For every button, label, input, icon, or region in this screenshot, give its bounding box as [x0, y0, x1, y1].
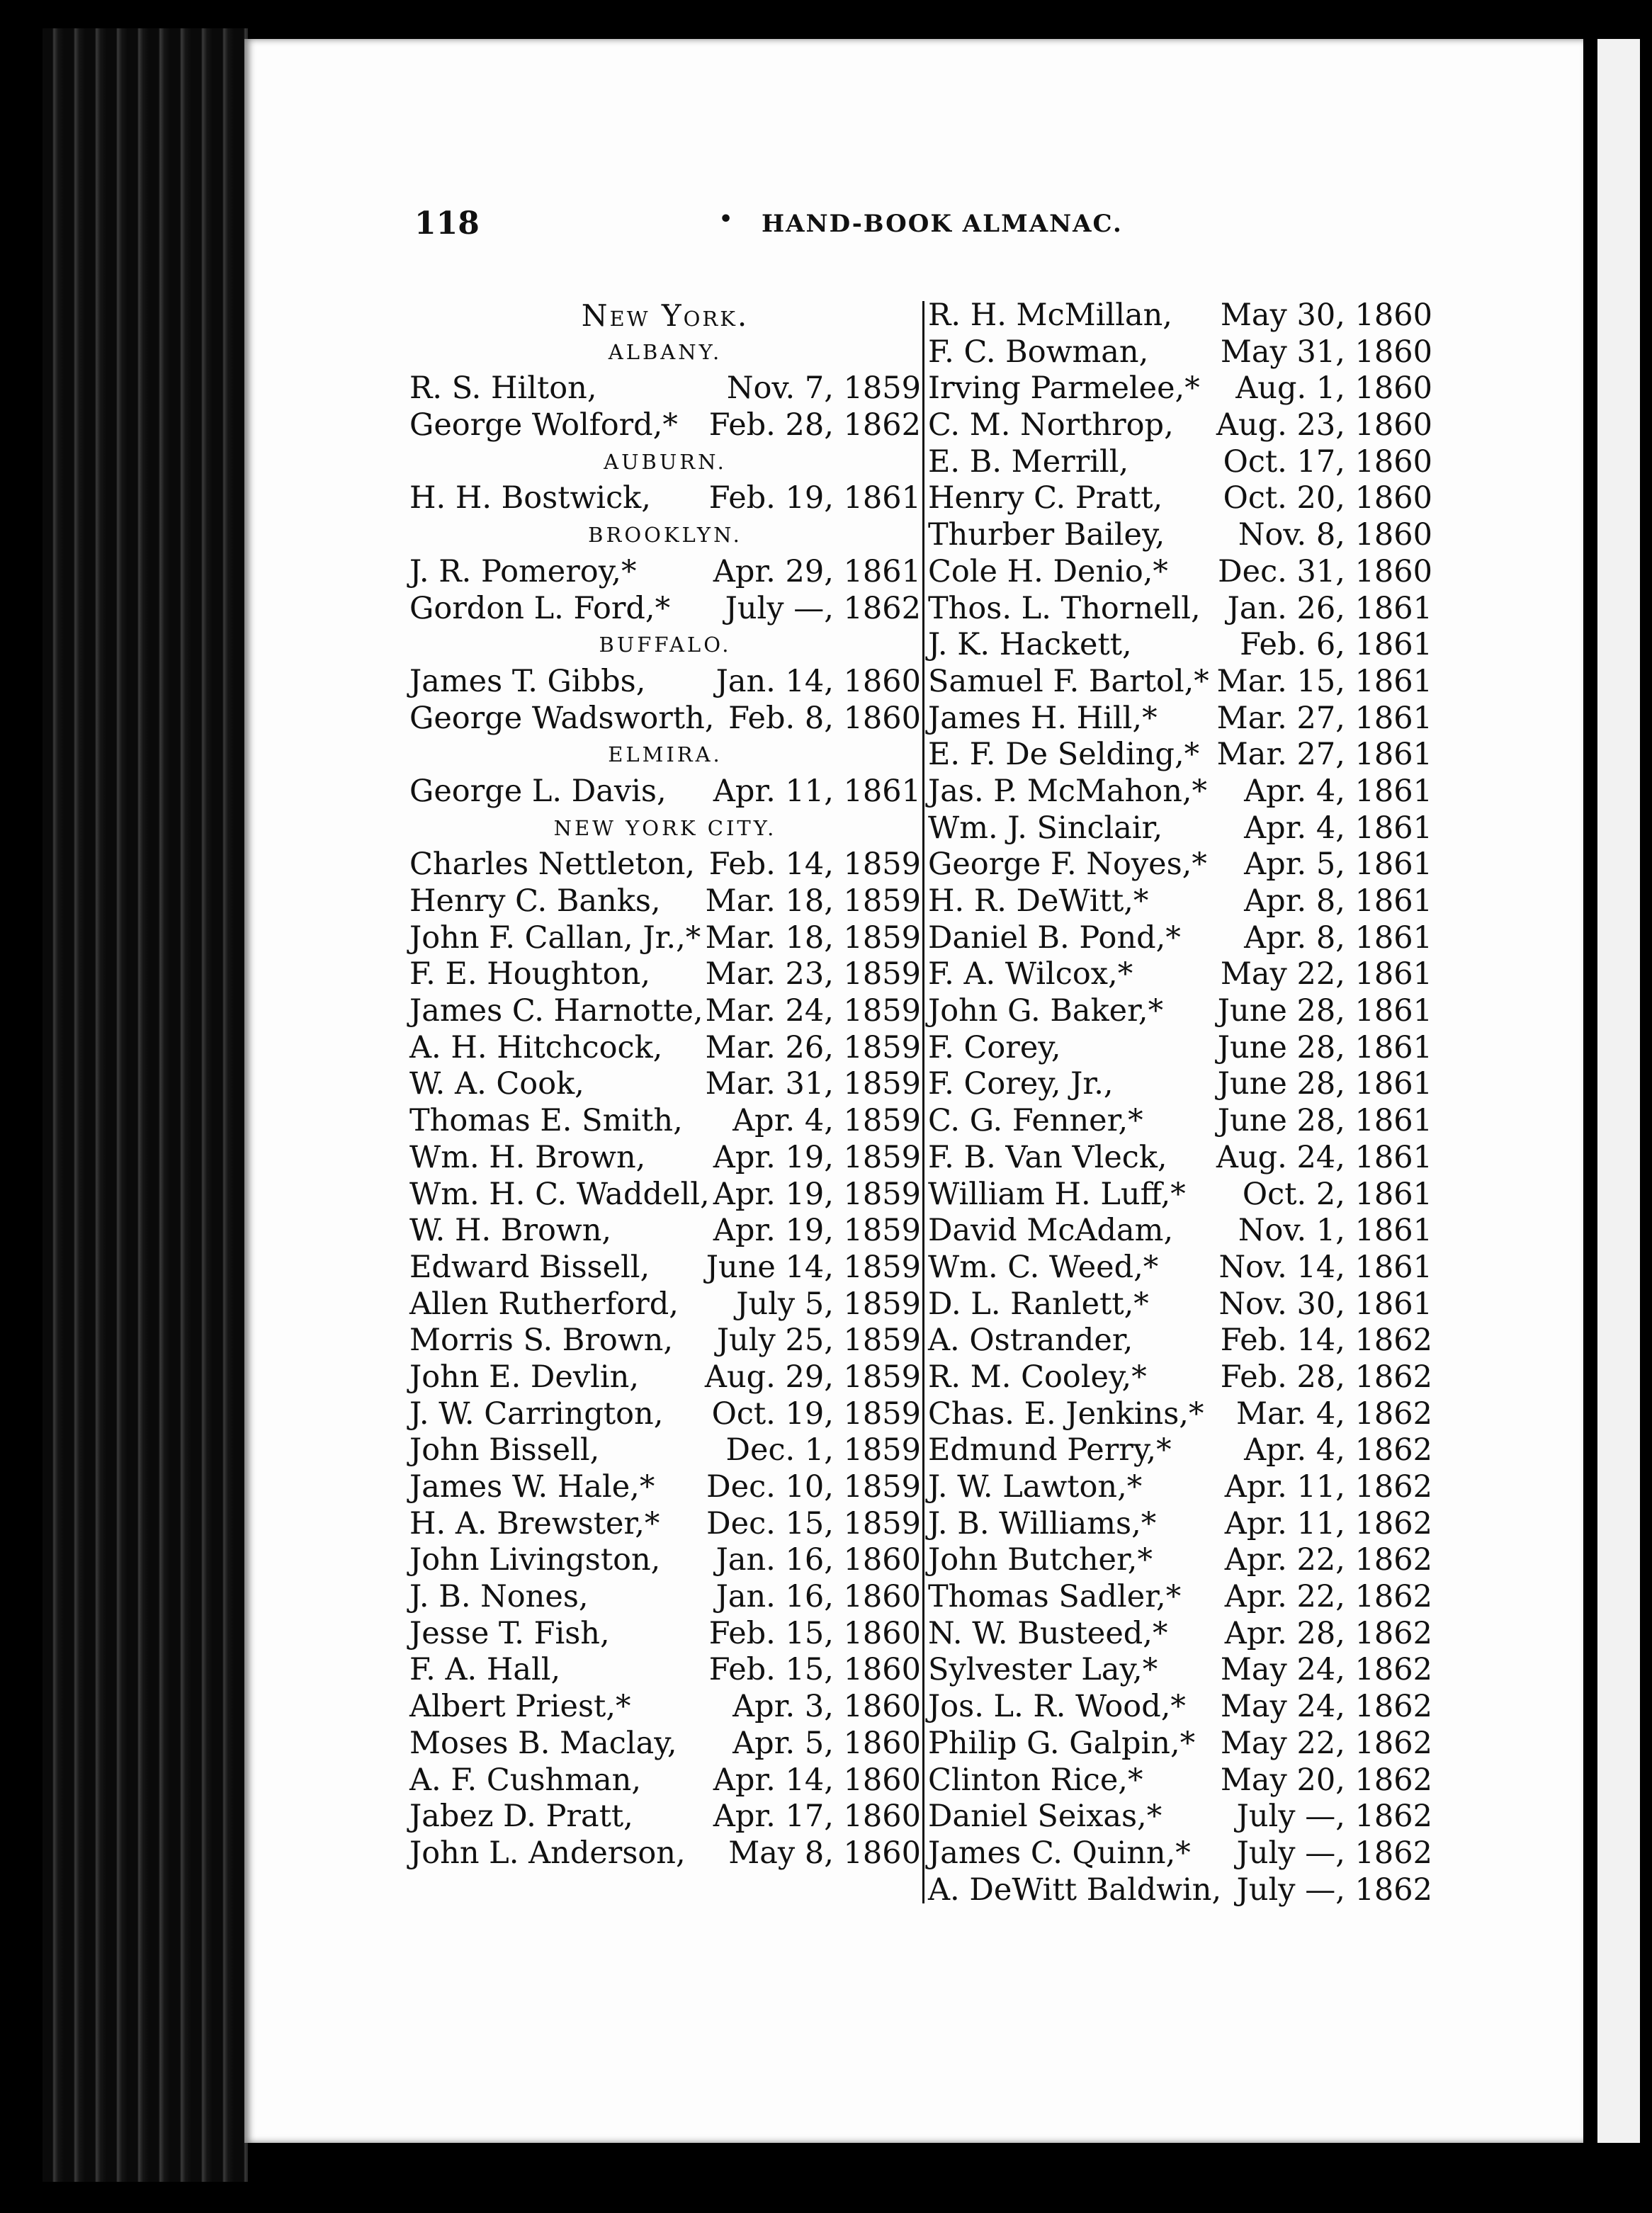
entry-name: J. B. Nones,	[409, 1579, 589, 1615]
entry-date: Mar. 23, 1859	[705, 956, 921, 992]
list-item	[928, 627, 1432, 664]
entry-name: Jabez D. Pratt,	[409, 1799, 633, 1835]
list-item	[409, 1213, 921, 1250]
entry-name: Edward Bissell,	[409, 1249, 650, 1285]
entry-name: R. M. Cooley,*	[928, 1359, 1147, 1395]
list-item	[928, 1616, 1432, 1653]
entry-date: Feb. 14, 1859	[708, 847, 921, 883]
list-item	[409, 1469, 921, 1506]
entry-name: Gordon L. Ford,*	[409, 590, 671, 626]
albany-list	[409, 370, 921, 443]
list-item	[409, 1579, 921, 1616]
list-item	[928, 1542, 1432, 1579]
entry-date: Apr. 28, 1862	[1224, 1615, 1432, 1651]
entry-date: Apr. 3, 1860	[732, 1689, 921, 1725]
page-number: 118	[414, 205, 480, 242]
entry-name: James T. Gibbs,	[409, 663, 646, 699]
entry-name: Thomas E. Smith,	[409, 1103, 683, 1139]
entry-date: Mar. 4, 1862	[1236, 1396, 1432, 1432]
city-heading-buffalo: BUFFALO.	[599, 633, 732, 657]
list-item	[409, 701, 921, 737]
list-item	[409, 664, 921, 701]
entry-name: A. DeWitt Baldwin,	[928, 1872, 1222, 1908]
entry-date: May 22, 1862	[1220, 1725, 1432, 1761]
list-item	[409, 1689, 921, 1726]
entry-name: C. M. Northrop,	[928, 407, 1174, 443]
entry-date: May 24, 1862	[1220, 1689, 1432, 1725]
list-item	[409, 1030, 921, 1067]
list-item	[928, 993, 1432, 1030]
entry-name: A. F. Cushman,	[409, 1762, 641, 1798]
entry-date: Dec. 31, 1860	[1218, 553, 1432, 589]
entry-date: Oct. 19, 1859	[711, 1396, 921, 1432]
entry-date: Aug. 24, 1861	[1216, 1139, 1432, 1175]
list-item	[409, 1835, 921, 1872]
entry-name: F. B. Van Vleck,	[928, 1139, 1167, 1175]
entry-date: Apr. 11, 1862	[1224, 1505, 1432, 1541]
city-heading-elmira: ELMIRA.	[608, 742, 723, 767]
entry-date: Feb. 19, 1861	[708, 480, 921, 516]
list-item	[928, 1469, 1432, 1506]
list-item	[928, 1432, 1432, 1469]
entry-date: July —, 1862	[1236, 1835, 1432, 1871]
entry-name: J. W. Carrington,	[409, 1396, 664, 1432]
list-item	[928, 1726, 1432, 1762]
list-item	[409, 920, 921, 957]
entry-date: Jan. 26, 1861	[1227, 590, 1432, 626]
entry-name: James W. Hale,*	[409, 1469, 655, 1505]
entry-date: Apr. 19, 1859	[713, 1139, 921, 1175]
entry-name: Jas. P. McMahon,*	[928, 773, 1208, 809]
entry-date: Apr. 19, 1859	[713, 1176, 921, 1212]
entry-date: Nov. 14, 1861	[1218, 1249, 1432, 1285]
entry-date: Nov. 8, 1860	[1238, 517, 1432, 553]
list-item	[928, 1872, 1432, 1909]
entry-date: Apr. 8, 1861	[1244, 919, 1432, 956]
entry-name: Thomas Sadler,*	[928, 1579, 1182, 1615]
entry-name: Thurber Bailey,	[928, 517, 1165, 553]
entry-date: Nov. 7, 1859	[726, 370, 921, 407]
entry-date: May 20, 1862	[1220, 1762, 1432, 1798]
list-item	[928, 370, 1432, 407]
entry-name: Moses B. Maclay,	[409, 1725, 677, 1761]
entry-date: Feb. 28, 1862	[708, 407, 921, 443]
entry-name: Wm. H. C. Waddell,	[409, 1176, 710, 1212]
entry-name: N. W. Busteed,*	[928, 1615, 1168, 1651]
entry-name: Daniel Seixas,*	[928, 1799, 1162, 1835]
entry-date: Oct. 2, 1861	[1242, 1176, 1432, 1212]
entry-name: Irving Parmelee,*	[928, 370, 1200, 407]
list-item	[928, 1652, 1432, 1689]
entry-date: Dec. 10, 1859	[706, 1469, 921, 1505]
entry-date: Apr. 5, 1861	[1244, 847, 1432, 883]
entry-name: George Wolford,*	[409, 407, 678, 443]
entry-name: George L. Davis,	[409, 773, 667, 809]
list-item	[409, 1616, 921, 1653]
entry-name: Henry C. Pratt,	[928, 480, 1163, 516]
city-heading-albany: ALBANY.	[608, 339, 723, 364]
entry-name: F. Corey,	[928, 1029, 1061, 1065]
list-item	[928, 847, 1432, 883]
brooklyn-list	[409, 554, 921, 627]
entry-date: Feb. 28, 1862	[1220, 1359, 1432, 1395]
entry-date: Aug. 29, 1859	[704, 1359, 921, 1395]
entry-name: Charles Nettleton,	[409, 847, 696, 883]
entry-date: Jan. 16, 1860	[715, 1579, 921, 1615]
entry-date: May 22, 1861	[1220, 956, 1432, 992]
list-item	[409, 956, 921, 993]
list-item	[928, 298, 1432, 334]
entry-date: Feb. 15, 1860	[708, 1615, 921, 1651]
entry-date: Apr. 29, 1861	[713, 553, 921, 589]
list-item	[928, 1066, 1432, 1103]
entry-name: Cole H. Denio,*	[928, 553, 1168, 589]
list-item	[928, 517, 1432, 554]
entry-name: Jos. L. R. Wood,*	[928, 1689, 1186, 1725]
list-item	[409, 1103, 921, 1140]
list-item	[928, 1250, 1432, 1286]
city-heading-auburn: AUBURN.	[604, 449, 727, 474]
list-item	[928, 883, 1432, 920]
entry-date: Apr. 8, 1861	[1244, 883, 1432, 919]
list-item	[409, 554, 921, 591]
entry-date: Jan. 16, 1860	[715, 1542, 921, 1578]
entry-date: Dec. 15, 1859	[706, 1505, 921, 1541]
entry-date: Nov. 30, 1861	[1218, 1286, 1432, 1322]
entry-name: George F. Noyes,*	[928, 847, 1207, 883]
list-item	[409, 993, 921, 1030]
list-item	[409, 1140, 921, 1177]
entry-name: F. Corey, Jr.,	[928, 1066, 1114, 1102]
entry-date: Apr. 11, 1861	[713, 773, 921, 809]
auburn-list	[409, 480, 921, 517]
list-item	[928, 1030, 1432, 1067]
list-item	[928, 444, 1432, 481]
entry-date: Apr. 4, 1859	[732, 1103, 921, 1139]
list-item	[928, 1689, 1432, 1726]
entry-name: H. H. Bostwick,	[409, 480, 651, 516]
list-item	[928, 1359, 1432, 1396]
list-item	[409, 1726, 921, 1762]
entry-name: F. A. Hall,	[409, 1652, 561, 1688]
entry-name: H. R. DeWitt,*	[928, 883, 1149, 919]
entry-name: E. B. Merrill,	[928, 443, 1129, 480]
entry-name: Philip G. Galpin,*	[928, 1725, 1196, 1761]
list-item	[409, 1762, 921, 1799]
list-item	[928, 664, 1432, 701]
city-heading-new-york-city: NEW YORK CITY.	[553, 815, 777, 840]
entry-name: George Wadsworth,	[409, 700, 715, 736]
list-item	[928, 1286, 1432, 1323]
list-item	[928, 1396, 1432, 1433]
entry-name: W. H. Brown,	[409, 1213, 612, 1249]
entry-date: June 28, 1861	[1217, 1066, 1432, 1102]
entry-date: Feb. 14, 1862	[1220, 1323, 1432, 1359]
entry-date: Apr. 4, 1862	[1244, 1432, 1432, 1468]
list-item	[928, 1323, 1432, 1359]
entry-name: John E. Devlin,	[409, 1359, 639, 1395]
entry-name: F. A. Wilcox,*	[928, 956, 1133, 992]
book-page-edges	[43, 28, 248, 2182]
elmira-list	[409, 774, 921, 810]
list-item	[409, 774, 921, 810]
list-item	[928, 407, 1432, 444]
entry-name: Sylvester Lay,*	[928, 1652, 1158, 1688]
entry-name: John Bissell,	[409, 1432, 600, 1468]
entry-name: R. S. Hilton,	[409, 370, 597, 407]
entry-date: Apr. 17, 1860	[713, 1799, 921, 1835]
list-item	[928, 554, 1432, 591]
list-item	[928, 1835, 1432, 1872]
list-item	[409, 1542, 921, 1579]
entry-date: Mar. 27, 1861	[1216, 737, 1432, 773]
entry-name: David McAdam,	[928, 1213, 1174, 1249]
entry-name: John L. Anderson,	[409, 1835, 686, 1871]
entry-name: C. G. Fenner,*	[928, 1103, 1143, 1139]
entry-name: H. A. Brewster,*	[409, 1505, 660, 1541]
entry-name: James C. Quinn,*	[928, 1835, 1191, 1871]
entry-name: A. Ostrander,	[928, 1323, 1133, 1359]
entry-name: W. A. Cook,	[409, 1066, 584, 1102]
entry-date: Aug. 1, 1860	[1235, 370, 1432, 407]
right-column-list	[928, 298, 1432, 1908]
entry-name: Edmund Perry,*	[928, 1432, 1172, 1468]
list-item	[928, 1213, 1432, 1250]
entry-date: Apr. 22, 1862	[1224, 1542, 1432, 1578]
entry-name: F. C. Bowman,	[928, 334, 1149, 370]
entry-date: May 30, 1860	[1220, 298, 1432, 333]
list-item	[409, 1250, 921, 1286]
entry-date: Mar. 15, 1861	[1216, 663, 1432, 699]
list-item	[928, 1140, 1432, 1177]
entry-date: June 28, 1861	[1217, 993, 1432, 1029]
entry-name: James H. Hill,*	[928, 700, 1158, 736]
entry-date: Oct. 20, 1860	[1223, 480, 1432, 516]
list-item	[928, 737, 1432, 774]
entry-name: John G. Baker,*	[928, 993, 1164, 1029]
entry-date: Mar. 26, 1859	[705, 1029, 921, 1065]
entry-name: Wm. H. Brown,	[409, 1139, 646, 1175]
entry-name: Henry C. Banks,	[409, 883, 661, 919]
list-item	[409, 591, 921, 628]
entry-date: Apr. 11, 1862	[1224, 1469, 1432, 1505]
entry-date: Mar. 18, 1859	[705, 883, 921, 919]
entry-name: John Livingston,	[409, 1542, 661, 1578]
entry-name: John Butcher,*	[928, 1542, 1153, 1578]
list-item	[928, 810, 1432, 847]
entry-date: Apr. 19, 1859	[713, 1213, 921, 1249]
list-item	[409, 1396, 921, 1433]
list-item	[928, 1177, 1432, 1213]
entry-date: Apr. 5, 1860	[732, 1725, 921, 1761]
list-item	[928, 1506, 1432, 1543]
list-item	[928, 920, 1432, 957]
entry-date: May 31, 1860	[1220, 334, 1432, 370]
entry-date: Oct. 17, 1860	[1223, 443, 1432, 480]
list-item	[409, 407, 921, 444]
entry-date: July —, 1862	[725, 590, 921, 626]
list-item	[928, 334, 1432, 371]
list-item	[409, 1323, 921, 1359]
list-item	[409, 1177, 921, 1213]
list-item	[409, 847, 921, 883]
new-york-city-list	[409, 847, 921, 1872]
entry-date: Mar. 24, 1859	[705, 993, 921, 1029]
entry-date: Mar. 18, 1859	[705, 919, 921, 956]
entry-name: Clinton Rice,*	[928, 1762, 1143, 1798]
entry-name: Samuel F. Bartol,*	[928, 663, 1209, 699]
entry-name: James C. Harnotte,	[409, 993, 703, 1029]
entry-date: Feb. 15, 1860	[708, 1652, 921, 1688]
list-item	[409, 1359, 921, 1396]
entry-name: Jesse T. Fish,	[409, 1615, 610, 1651]
entry-date: May 8, 1860	[728, 1835, 921, 1871]
entry-date: July —, 1862	[1236, 1799, 1432, 1835]
entry-name: R. H. McMillan,	[928, 298, 1172, 333]
list-item	[928, 1579, 1432, 1616]
entry-name: F. E. Houghton,	[409, 956, 651, 992]
list-item	[409, 1286, 921, 1323]
list-item	[409, 480, 921, 517]
entry-date: Feb. 6, 1861	[1240, 627, 1432, 663]
running-title: • HAND-BOOK ALMANAC.	[762, 210, 1123, 238]
entry-date: July 5, 1859	[736, 1286, 921, 1322]
entry-name: Wm. J. Sinclair,	[928, 810, 1163, 846]
entry-name: J. K. Hackett,	[928, 627, 1132, 663]
entry-date: Apr. 14, 1860	[713, 1762, 921, 1798]
entry-name: John F. Callan, Jr.,*	[409, 919, 701, 956]
entry-name: Wm. C. Weed,*	[928, 1249, 1159, 1285]
entry-name: Morris S. Brown,	[409, 1323, 673, 1359]
state-heading: New York.	[581, 298, 749, 333]
list-item	[928, 774, 1432, 810]
entry-name: William H. Luff,*	[928, 1176, 1186, 1212]
entry-date: Apr. 4, 1861	[1244, 810, 1432, 846]
entry-name: Thos. L. Thornell,	[928, 590, 1201, 626]
entry-date: July —, 1862	[1236, 1872, 1432, 1908]
list-item	[928, 1762, 1432, 1799]
entry-name: Albert Priest,*	[409, 1689, 631, 1725]
entry-date: Feb. 8, 1860	[728, 700, 921, 736]
entry-date: Mar. 31, 1859	[705, 1066, 921, 1102]
entry-date: Apr. 22, 1862	[1224, 1579, 1432, 1615]
entry-date: June 28, 1861	[1217, 1103, 1432, 1139]
city-heading-brooklyn: BROOKLYN.	[588, 523, 742, 548]
entry-name: D. L. Ranlett,*	[928, 1286, 1149, 1322]
entry-name: E. F. De Selding,*	[928, 737, 1200, 773]
entry-name: J. B. Williams,*	[928, 1505, 1157, 1541]
entry-date: Dec. 1, 1859	[725, 1432, 921, 1468]
entry-name: A. H. Hitchcock,	[409, 1029, 663, 1065]
list-item	[409, 883, 921, 920]
entry-date: Mar. 27, 1861	[1216, 700, 1432, 736]
column-divider	[922, 301, 924, 1903]
list-item	[409, 1506, 921, 1543]
entry-name: Chas. E. Jenkins,*	[928, 1396, 1204, 1432]
list-item	[409, 1799, 921, 1835]
list-item	[928, 701, 1432, 737]
right-column	[928, 298, 1432, 1908]
entry-name: Daniel B. Pond,*	[928, 919, 1181, 956]
adjacent-page-edge	[1597, 39, 1640, 2143]
buffalo-list	[409, 664, 921, 737]
entry-date: June 14, 1859	[706, 1249, 921, 1285]
list-item	[409, 1652, 921, 1689]
list-item	[409, 370, 921, 407]
list-item	[928, 956, 1432, 993]
entry-name: Allen Rutherford,	[409, 1286, 679, 1322]
entry-date: Jan. 14, 1860	[715, 663, 921, 699]
list-item	[928, 1799, 1432, 1835]
list-item	[409, 1066, 921, 1103]
list-item	[928, 591, 1432, 628]
left-column	[409, 298, 921, 1872]
entry-date: June 28, 1861	[1217, 1029, 1432, 1065]
entry-name: J. R. Pomeroy,*	[409, 553, 637, 589]
list-item	[928, 1103, 1432, 1140]
list-item	[928, 480, 1432, 517]
entry-name: J. W. Lawton,*	[928, 1469, 1143, 1505]
entry-date: Apr. 4, 1861	[1244, 773, 1432, 809]
entry-date: Nov. 1, 1861	[1238, 1213, 1432, 1249]
entry-date: May 24, 1862	[1220, 1652, 1432, 1688]
page-header	[414, 205, 1123, 248]
list-item	[409, 1432, 921, 1469]
entry-date: Aug. 23, 1860	[1216, 407, 1432, 443]
entry-date: July 25, 1859	[716, 1323, 921, 1359]
